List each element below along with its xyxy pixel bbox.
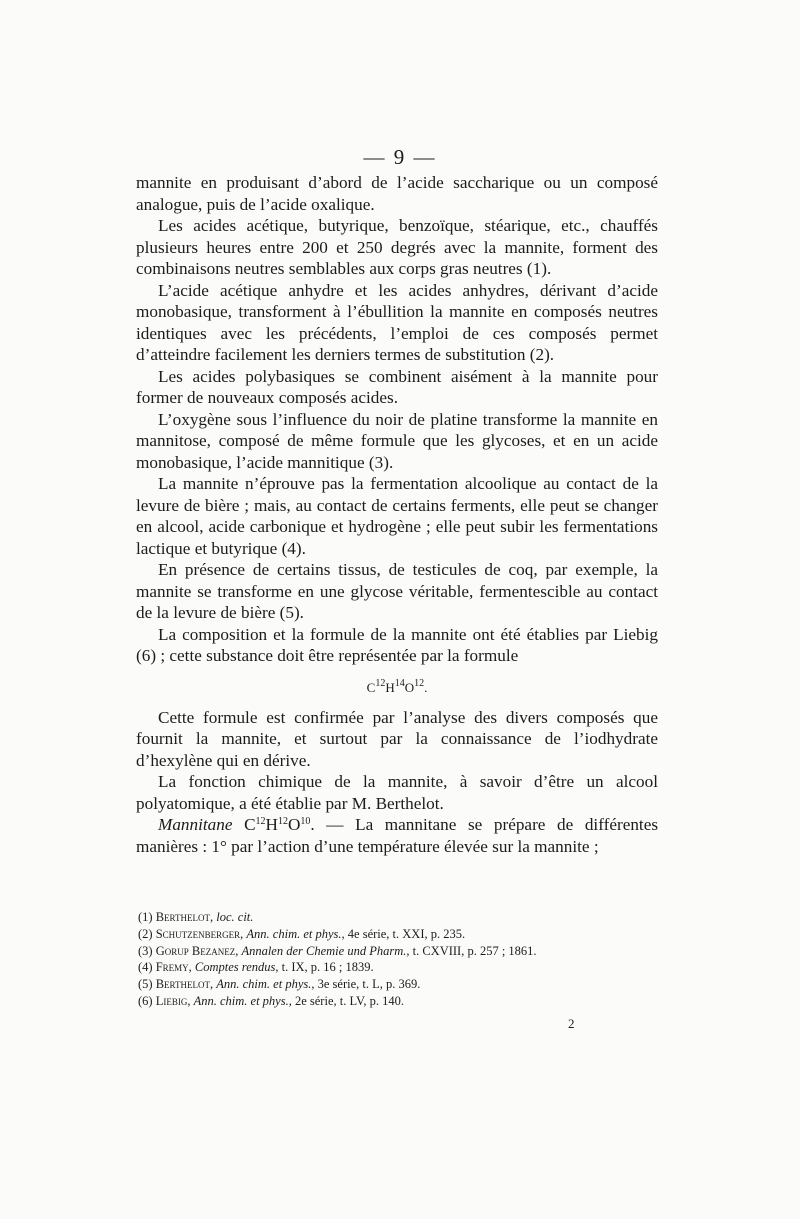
footnote-reference: t. IX, p. 16 ; 1839. — [281, 960, 374, 975]
paragraph: En présence de certains tissus, de testicules de coq, par exemple, la mannite se transforme en une glycose véritable, fermentescible au contact de la levure de bière (5). — [136, 560, 658, 622]
mannitane-term: Mannitane — [158, 815, 233, 834]
formula-hydrogen: H — [385, 679, 395, 695]
footnote-reference: 3e série, t. L, p. 369. — [317, 977, 421, 992]
footnote-author: Berthelot, — [155, 910, 214, 924]
paragraph: La mannite n’éprouve pas la fermentation alcoolique au contact de la levure de bière ; mais, au contact de certains ferments, elle peut se changer en alcool, acide carbonique et hydrogène ; elle peut subir les fermentations lactique et butyrique (4). — [136, 474, 658, 558]
footnote-author: Berthelot, — [155, 977, 214, 992]
paragraph: L’acide acétique anhydre et les acides anhydres, dérivant d’acide monobasique, transforment à l’ébullition la mannite en composés neutres identiques avec les précédents, l’emploi de ces composés permet d’atteindre facilement les derniers termes de substitution (2). — [136, 280, 658, 364]
footnote-work: Comptes rendus, — [194, 960, 279, 975]
formula-oxygen-count: 12 — [414, 677, 425, 689]
footnote-author: Liebig, — [155, 993, 191, 1008]
footnote — [138, 926, 660, 943]
formula-oxygen: O — [404, 679, 415, 695]
footnote-work: Ann. chim. et phys., — [246, 926, 345, 941]
mannitane-formula-c: C — [244, 815, 256, 834]
mannitane-formula-c-count: 12 — [255, 816, 266, 827]
mannite-formula — [136, 679, 658, 697]
footnote-author: Gorup Bezanez, — [155, 943, 239, 958]
paragraph: La composition et la formule de la mannite ont été établies par Liebig (6) ; cette substance doit être représentée par la formule — [136, 624, 658, 665]
footnote — [138, 909, 660, 926]
mannitane-paragraph — [136, 814, 658, 857]
footnote-work: loc. cit. — [216, 910, 254, 924]
formula-carbon: C — [366, 679, 376, 695]
footnote-reference: t. CXVIII, p. 257 ; 1861. — [412, 943, 537, 958]
page-number: — 9 — — [363, 145, 437, 169]
signature-mark: 2 — [568, 1016, 575, 1031]
footnote-reference: 2e série, t. LV, p. 140. — [294, 993, 404, 1008]
footnote-number: (5) — [138, 977, 153, 992]
paragraph: L’oxygène sous l’influence du noir de platine transforme la mannite en mannitose, composé de même formule que les glycoses, et en un acide monobasique, l’acide mannitique (3). — [136, 409, 658, 472]
footnote — [138, 993, 660, 1010]
footnote — [138, 943, 660, 960]
body-text — [136, 172, 658, 857]
mannitane-formula-o: O — [287, 815, 301, 834]
mannitane-text: . — La mannitane se prépare de différentes manières : 1° par l’action d’une température élevée sur la mannite ; — [136, 815, 659, 856]
formula-hydrogen-count: 14 — [394, 677, 405, 689]
mannitane-formula-h: H — [265, 815, 278, 834]
footnote-number: (4) — [138, 960, 153, 975]
footnote-work: Annalen der Chemie und Pharm., — [241, 943, 410, 958]
footnote-number: (3) — [138, 943, 153, 958]
paragraph: Cette formule est confirmée par l’analyse des divers composés que fournit la mannite, et surtout par la connaissance de l’iodhydrate d’hexylène qui en dérive. — [136, 707, 658, 770]
mannitane-formula-o-count: 10 — [300, 816, 311, 827]
footnote-work: Ann. chim. et phys., — [216, 977, 315, 992]
formula-end: . — [424, 679, 428, 695]
footnote — [138, 959, 660, 976]
footnote — [138, 976, 660, 993]
paragraph: mannite en produisant d’abord de l’acide saccharique ou un composé analogue, puis de l’acide oxalique. — [136, 173, 658, 214]
mannitane-formula-h-count: 12 — [277, 816, 288, 827]
footnote-work: Ann. chim. et phys., — [193, 993, 292, 1008]
footnote-number: (1) — [138, 910, 153, 924]
footnote-author: Fremy, — [155, 960, 192, 975]
footnotes — [138, 909, 660, 1010]
paragraph: Les acides polybasiques se combinent aisément à la mannite pour former de nouveaux composés acides. — [136, 366, 658, 407]
footnote-number: (6) — [138, 993, 153, 1008]
paragraph: La fonction chimique de la mannite, à savoir d’être un alcool polyatomique, a été établie par M. Berthelot. — [136, 772, 658, 813]
footnote-number: (2) — [138, 926, 153, 941]
footnote-reference: 4e série, t. XXI, p. 235. — [347, 926, 466, 941]
paragraph: Les acides acétique, butyrique, benzoïque, stéarique, etc., chauffés plusieurs heures entre 200 et 250 degrés avec la mannite, forment des combinaisons neutres semblables aux corps gras neutres (1). — [136, 216, 658, 278]
formula-carbon-count: 12 — [375, 677, 386, 689]
footnote-author: Schutzenberger, — [155, 926, 244, 941]
